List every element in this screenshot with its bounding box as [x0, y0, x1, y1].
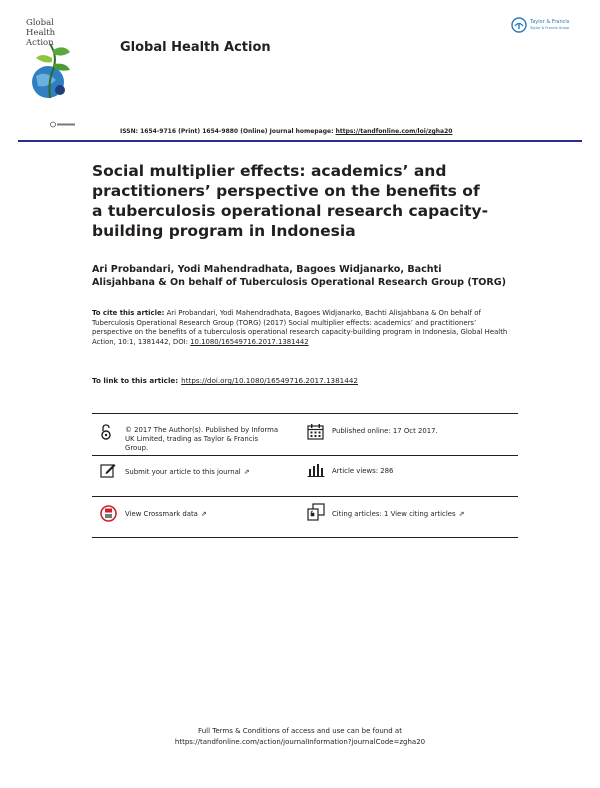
bar-chart-icon [307, 463, 325, 477]
copyright-line2: UK Limited, trading as Taylor & Francis [125, 435, 259, 443]
footer-terms-link[interactable]: https://tandfonline.com/action/journalInformation?journalCode=zgha20 [174, 738, 426, 746]
edit-icon [100, 462, 116, 478]
authors-line1: Ari Probandari, Yodi Mahendradhata, Bagoes Widjanarko, Bachti [92, 264, 442, 275]
info-rule-2 [92, 496, 518, 497]
info-bottom-rule [92, 537, 518, 538]
crossmark-text: View Crossmark data [125, 510, 198, 518]
authors-line2: Alisjahbana & On behalf of Tuberculosis Operational Research Group (TORG) [92, 277, 507, 288]
cover-title-line2: Action [26, 38, 54, 48]
citation-text: Ari Probandari, Yodi Mahendradhata, Bagoes Widjanarko, Bachti Alisjahbana & On behalf of Tuberculosis Operational Research Group (TORG) (2017) Social multiplier effects: academics’ and practitioners’ perspective on the benefits of a tuberculosis operational research capacity-building program in Indonesia, Global Health Action, 10:1, 1381442, DOI: [92, 309, 508, 346]
citation-label: To cite this article: [92, 309, 165, 317]
crossmark-link[interactable] [125, 510, 207, 519]
article-authors [92, 263, 522, 289]
published-date: Published online: 17 Oct 2017. [332, 427, 438, 435]
info-rule-1 [92, 455, 518, 456]
publisher-logo[interactable] [511, 17, 583, 35]
citing-articles-icon [307, 503, 325, 521]
publisher-logo-text [530, 19, 569, 31]
citing-articles-text: Citing articles: 1 View citing articles [332, 510, 456, 518]
terms-footer [0, 726, 600, 748]
external-link-icon: ⇗ [200, 510, 207, 518]
copyright-line1: © 2017 The Author(s). Published by Informa [125, 426, 279, 434]
publisher-logo-line2: Taylor & Francis Group [530, 26, 570, 30]
citing-articles-link[interactable] [332, 510, 464, 519]
submit-article-link[interactable] [125, 468, 250, 477]
publisher-logo-line1: Taylor & Francis [530, 19, 570, 25]
submit-article-text: Submit your article to this journal [125, 468, 241, 476]
article-title: Social multiplier effects: academics’ and practitioners’ perspective on the benefits of a tuberculosis operational research capacity-building program in Indonesia [92, 162, 489, 240]
journal-cover [26, 18, 80, 98]
routledge-logo-icon [50, 121, 76, 128]
external-link-icon: ⇗ [458, 510, 465, 518]
info-top-rule [92, 413, 518, 414]
cover-globe-icon [26, 42, 74, 102]
copyright-line3: Group. [125, 444, 149, 452]
taylor-francis-icon [511, 17, 527, 33]
crossmark-icon [100, 505, 117, 522]
calendar-icon [307, 423, 324, 440]
article-link-line [92, 376, 358, 385]
header-rule [18, 140, 582, 142]
cover-title-line1: Global Health [26, 18, 56, 38]
citation-doi-link[interactable]: 10.1080/16549716.2017.1381442 [190, 337, 309, 346]
issn-text: ISSN: 1654-9716 (Print) 1654-9880 (Online) Journal homepage: [120, 128, 336, 135]
open-access-icon [100, 424, 112, 440]
article-doi-url[interactable]: https://doi.org/10.1080/16549716.2017.1381442 [181, 376, 358, 385]
copyright-notice [125, 426, 305, 453]
citation-block [92, 309, 512, 347]
footer-line1: Full Terms & Conditions of access and use can be found at [198, 727, 402, 735]
issn-line [120, 128, 452, 135]
journal-homepage-link[interactable]: https://tandfonline.com/loi/zgha20 [335, 128, 453, 135]
journal-name[interactable]: Global Health Action [120, 40, 271, 55]
external-link-icon: ⇗ [243, 468, 250, 476]
article-link-label: To link to this article: [92, 376, 179, 385]
article-views[interactable]: Article views: 286 [332, 467, 394, 475]
